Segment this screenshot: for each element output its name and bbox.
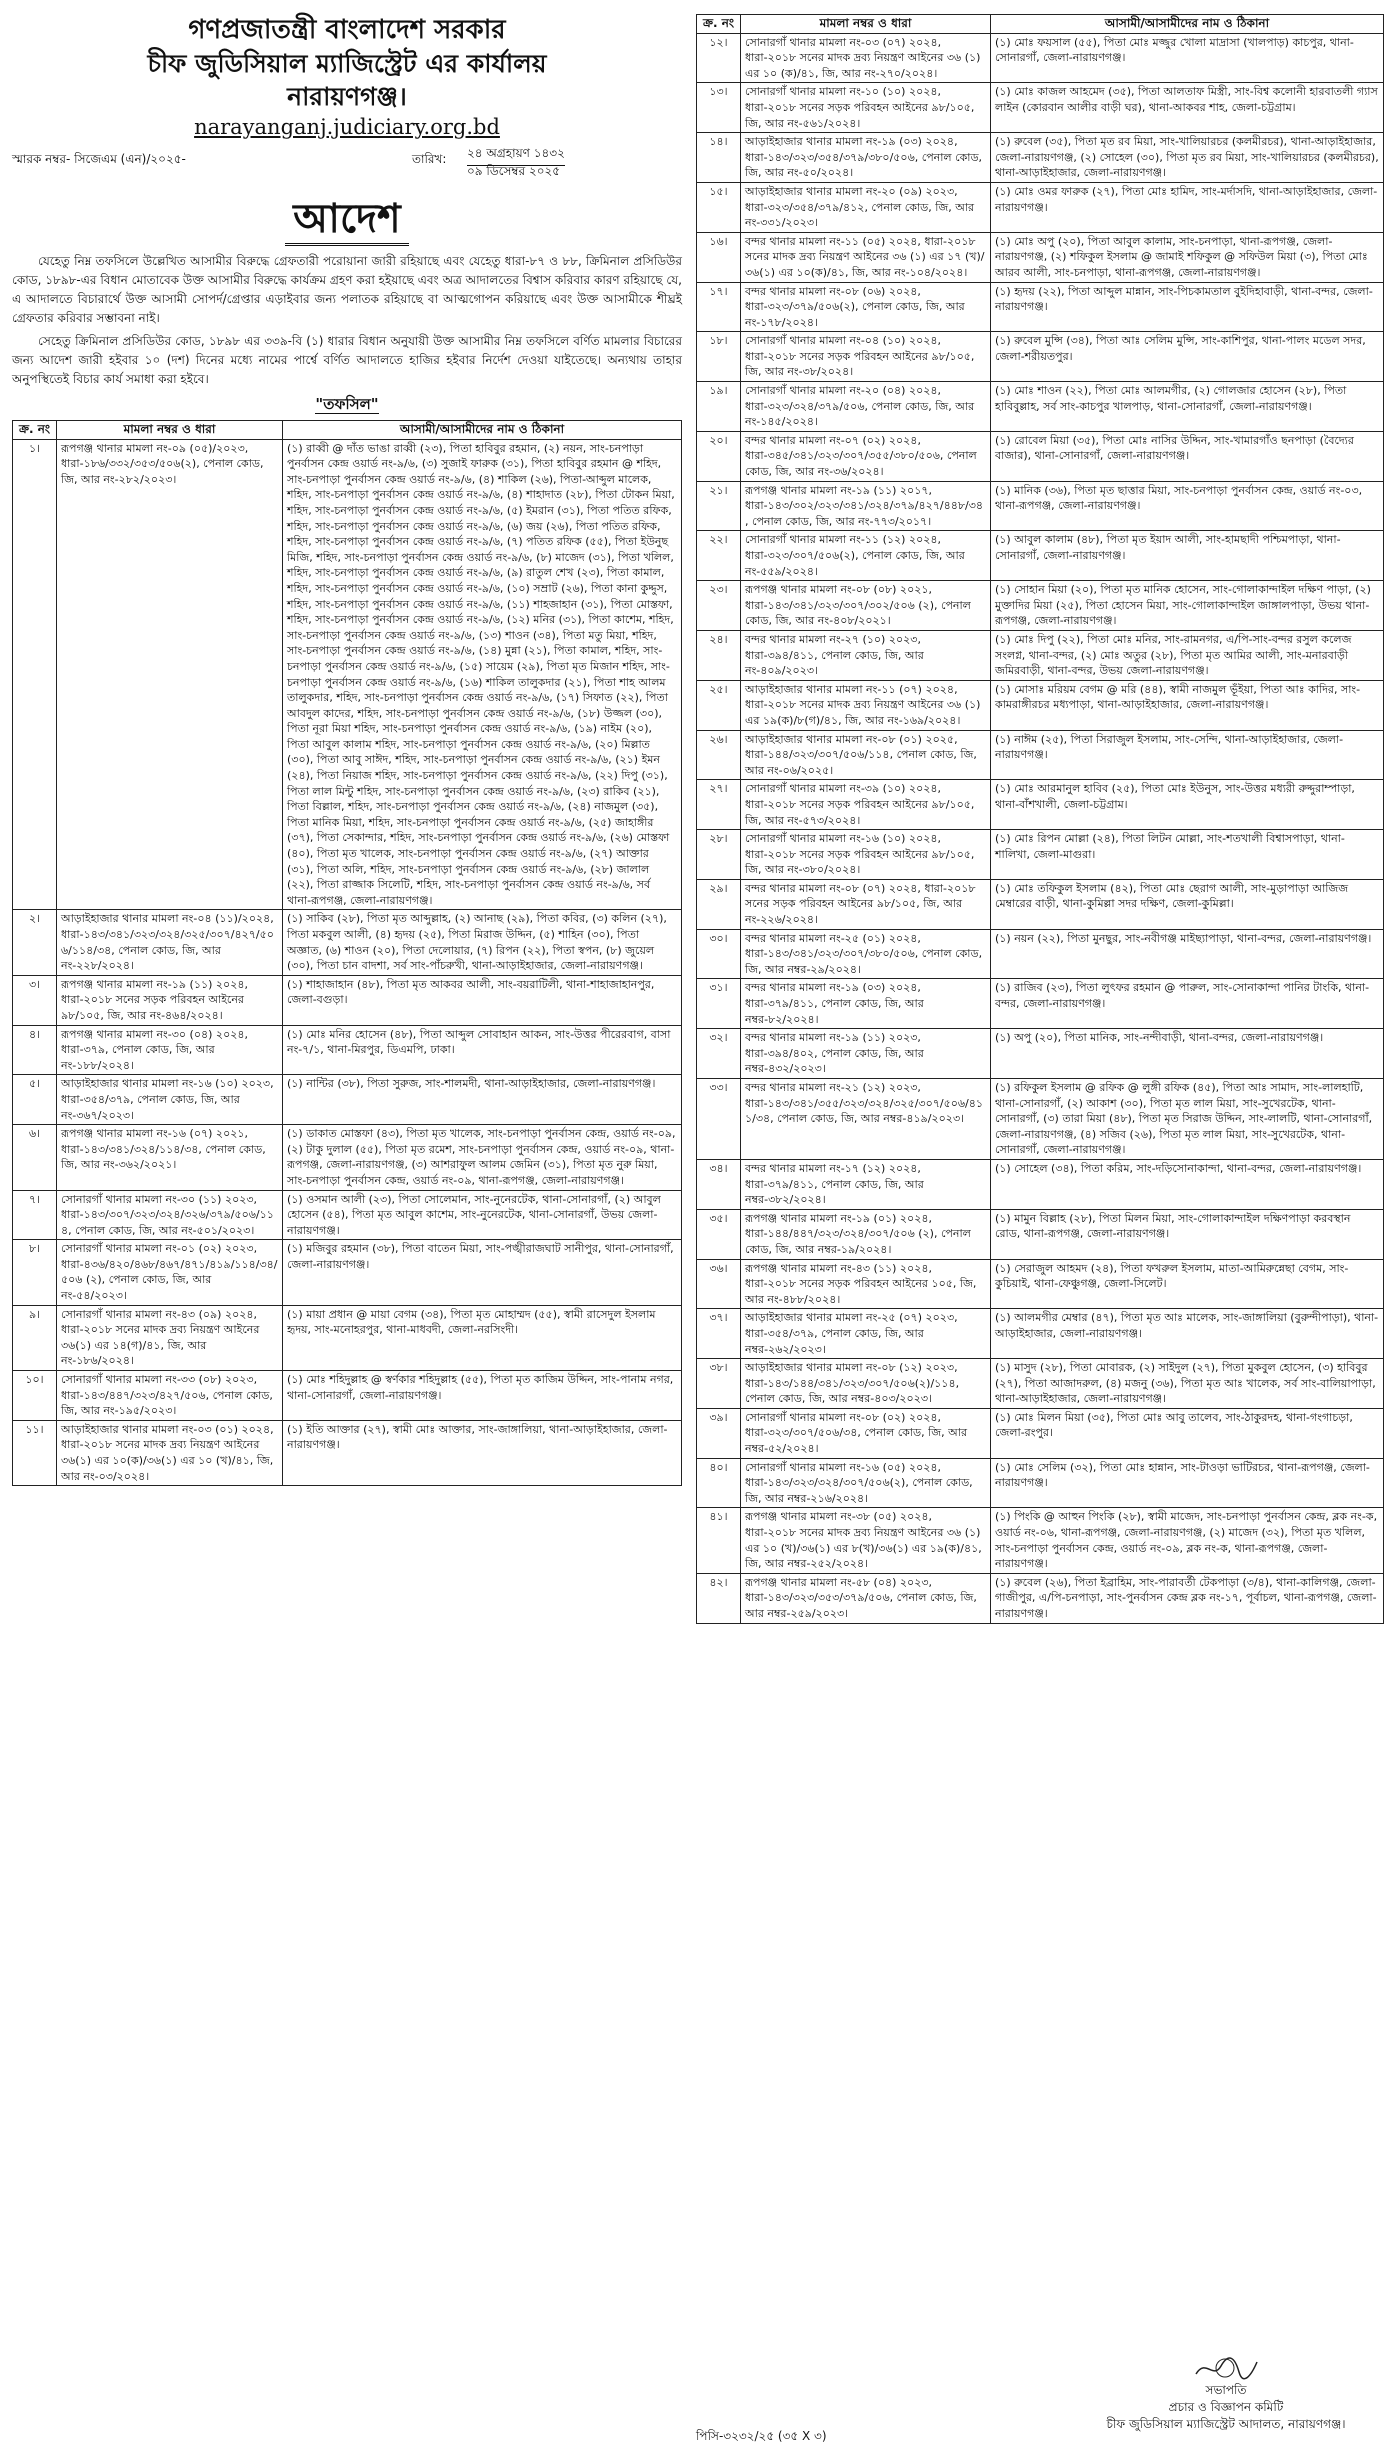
- serial-cell: ২৭।: [697, 780, 741, 830]
- serial-cell: ৪১।: [697, 1508, 741, 1573]
- table-row: [13, 1025, 682, 1075]
- accused-cell: (১) ডাকাত মোস্তফা (৪৩), পিতা মৃত খালেক, সাং-চনপাড়া পুনর্বাসন কেন্দ্র, ওয়ার্ড নং-০৯, (২) টাকু দুলাল (৫৫), পিতা মৃত রমেশ, সাং-চনপাড়া পুনর্বাসন কেন্দ্র, ওয়ার্ড নং-০৯, থানা-রূপগঞ্জ, জেলা-নারায়ণগঞ্জ, (৩) আশরাফুল আলম জেমিন (৩১), পিতা মৃত নুরু মিয়া, সাং-চনপাড়া পুনর্বাসন কেন্দ্র, ওয়ার্ড নং-০৯, থানা-রূপগঞ্জ, জেলা-নারায়ণগঞ্জ।: [283, 1125, 682, 1190]
- case-cell: সোনারগাঁ থানার মামলা নং-২০ (০৪) ২০২৪, ধারা-৩২৩/৩২৪/৩৭৯/৫০৬, পেনাল কোড, জি, আর নং-১৪৫/২০২৪।: [741, 382, 991, 432]
- case-cell: সোনারগাঁ থানার মামলা নং-১৬ (০৫) ২০২৪, ধারা-১৪৩/৩২৩/৩২৪/৩০৭/৫০৬(২), পেনাল কোড, জি, আর নম্বর-২১৬/২০২৪।: [741, 1458, 991, 1508]
- accused-cell: (১) সোহান মিয়া (২০), পিতা মৃত মানিক হোসেন, সাং-গোলাকান্দাইল দক্ষিণ পাড়া, (২) মুক্তাদির মিয়া (২৫), পিতা হোসেন মিয়া, সাং-গোলাকান্দাইল জাঙ্গালপাড়া, উভয় থানা-রূপগঞ্জ, জেলা-নারায়ণগঞ্জ।: [991, 581, 1384, 631]
- case-cell: আড়াইহাজার থানার মামলা নং-০৩ (০১) ২০২৪, ধারা-২০১৮ সনের মাদক দ্রব্য নিয়ন্ত্রণ আইনের ৩৬(১) এর ১০(ক)/৩৬(১) এর ১০ (খ)/৪১, জি, আর নং-০৩/২০২৪।: [57, 1420, 283, 1485]
- table-row: [13, 1240, 682, 1305]
- column-header-accused: আসামী/আসামীদের নাম ও ঠিকানা: [991, 15, 1384, 34]
- case-cell: বন্দর থানার মামলা নং-২৫ (০১) ২০২৪, ধারা-১৪৩/৩৪১/৩২৩/৩০৭/৩৮০/৫০৬, পেনাল কোড, জি, আর নম্বর-২৯/২০২৪।: [741, 929, 991, 979]
- serial-cell: ১৪।: [697, 133, 741, 183]
- case-cell: রূপগঞ্জ থানার মামলা নং-১৬ (০৭) ২০২১, ধারা-১৪৩/৩৪১/৩২৪/১১৪/৩৪, পেনাল কোড, জি, আর নং-৩৬২/২০২১।: [57, 1125, 283, 1190]
- accused-cell: (১) সোহেল (৩৪), পিতা করিম, সাং-দড়িসোনাকান্দা, থানা-বন্দর, জেলা-নারায়ণগঞ্জ।: [991, 1159, 1384, 1209]
- case-cell: সোনারগাঁ থানার মামলা নং-০১ (০২) ২০২৩, ধারা-৪৩৬/৪২০/৪৬৮/৪৬৭/৪৭১/৪১৯/১১৪/৩৪/৫০৬ (২), পেনাল কোড, জি, আর নং-৫৪/২০২৩।: [57, 1240, 283, 1305]
- serial-cell: ১৬।: [697, 232, 741, 282]
- serial-cell: ৩৩।: [697, 1079, 741, 1160]
- serial-cell: ১৭।: [697, 282, 741, 332]
- table-row: [697, 630, 1384, 680]
- table-row: [697, 1508, 1384, 1573]
- serial-cell: ৫।: [13, 1075, 57, 1125]
- accused-cell: (১) রফিকুল ইসলাম @ রফিক @ লুঙ্গী রফিক (৪৫), পিতা আঃ সামাদ, সাং-লালহাটি, থানা-সোনারগাঁ, (২) আকাশ (৩০), পিতা মৃত লাল মিয়া, সাং-সুখেরটেক, থানা-সোনারগাঁ, (৩) তারা মিয়া (৪৮), পিতা মৃত সিরাজ উদ্দিন, সাং-লালটি, থানা-সোনারগাঁ, জেলা-নারায়ণগঞ্জ, (৪) সজিব (২৬), পিতা মৃত লাল মিয়া, সাং-সুখেরটেক, থানা-সোনারগাঁ, জেলা-নারায়ণগঞ্জ।: [991, 1079, 1384, 1160]
- table-row: [13, 1420, 682, 1485]
- serial-cell: ৩২।: [697, 1029, 741, 1079]
- table-row: [697, 1309, 1384, 1359]
- accused-cell: (১) রুবেল (৩৫), পিতা মৃত রব মিয়া, সাং-খালিয়ারচর (কলমীরচর), থানা-আড়াইহাজার, জেলা-নারায়ণগঞ্জ, (২) সোহেল (৩০), পিতা মৃত রব মিয়া, সাং-খালিয়ারচর (কলমীরচর), থানা-আড়াইহাজার, জেলা-নারায়ণগঞ্জ।: [991, 133, 1384, 183]
- column-header-serial: ক্র. নং: [13, 421, 57, 440]
- table-row: [13, 1125, 682, 1190]
- accused-cell: (১) মোঃ তফিকুল ইসলাম (৪২), পিতা মোঃ ছেরাগ আলী, সাং-মুড়াপাড়া আজিজ মেম্বারের বাড়ী, থানা-কুমিল্লা সদর দক্ষিণ, জেলা-কুমিল্লা।: [991, 879, 1384, 929]
- schedule-heading: [12, 393, 682, 418]
- date-english: ০৯ ডিসেম্বর ২০২৫: [467, 164, 561, 178]
- table-row: [697, 282, 1384, 332]
- serial-cell: ৩৯।: [697, 1408, 741, 1458]
- accused-cell: (১) আবুল কালাম (৪৮), পিতা মৃত ইয়াদ আলী, সাং-হামছাদী পশ্চিমপাড়া, থানা-সোনারগাঁ, জেলা-নারায়ণগঞ্জ।: [991, 531, 1384, 581]
- memo-reference: স্মারক নম্বর- সিজেএম (এন)/২০২৫-: [12, 152, 186, 166]
- case-cell: বন্দর থানার মামলা নং-১৭ (১২) ২০২৪, ধারা-৩৭৯/৪১১, পেনাল কোড, জি, আর নম্বর-৩৮২/২০২৪।: [741, 1159, 991, 1209]
- accused-cell: (১) মোঃ মনির হোসেন (৪৮), পিতা আব্দুল সোবাহান আকন, সাং-উত্তর পীরেরবাগ, বাসা নং-৭/১, থানা-মিরপুর, ডিএমপি, ঢাকা।: [283, 1025, 682, 1075]
- pc-reference: পিসি-৩২৩২/২৫ (৩৫ X ৩): [696, 2429, 827, 2443]
- serial-cell: ৩০।: [697, 929, 741, 979]
- case-cell: সোনারগাঁ থানার মামলা নং-৩০ (১১) ২০২৩, ধারা-১৪৩/৩০৭/৩২৩/৩২৪/৩২৬/৩৭৯/৫০৬/১১৪, পেনাল কোড, জি, আর নং-৫০১/২০২৩।: [57, 1190, 283, 1240]
- table-row: [697, 1159, 1384, 1209]
- accused-cell: (১) রুবেল মুন্সি (৩৪), পিতা আঃ সেলিম মুন্সি, সাং-কাশিপুর, থানা-পালং মডেল সদর, জেলা-শরীয়তপুর।: [991, 332, 1384, 382]
- case-cell: রূপগঞ্জ থানার মামলা নং-১৯ (০১) ২০২৪, ধারা-১৪৪/৪৪৭/৩২৩/৩২৪/৩০৭/৫০৬ (২), পেনাল কোড, জি, আর নম্বর-১৯/২০২৪।: [741, 1209, 991, 1259]
- accused-cell: (১) মোঃ ফয়সাল (৫৫), পিতা মোঃ মজ্জুর খোলা মাদ্রাসা (খালপাড়) কাচপুর, থানা-সোনারগাঁ, জেলা-নারায়ণগঞ্জ।: [991, 33, 1384, 83]
- table-header-row: [13, 421, 682, 440]
- serial-cell: ৩৭।: [697, 1309, 741, 1359]
- serial-cell: ২৮।: [697, 830, 741, 880]
- table-row: [697, 481, 1384, 531]
- serial-cell: ৪০।: [697, 1458, 741, 1508]
- case-cell: বন্দর থানার মামলা নং-১১ (০৫) ২০২৪, ধারা-২০১৮ সনের মাদক দ্রব্য নিয়ন্ত্রণ আইনের ৩৬ (১) এর ১৭ (খ)/৩৬(১) এর ১০(ক)/৪১, জি, আর নং-১০৪/২০২৪।: [741, 232, 991, 282]
- serial-cell: ৬।: [13, 1125, 57, 1190]
- accused-cell: (১) রাজিব (২৩), পিতা লুৎফর রহমান @ পারুল, সাং-সোনাকান্দা পানির টাংকি, থানা-বন্দর, জেলা-নারায়ণগঞ্জ।: [991, 979, 1384, 1029]
- serial-cell: ১১।: [13, 1420, 57, 1485]
- date-label: তারিখ:: [412, 152, 447, 166]
- case-cell: রূপগঞ্জ থানার মামলা নং-৫৮ (০৪) ২০২৩, ধারা-১৪৩/৩২৩/৩৫৩/৩৭৯/৫০৬, পেনাল কোড, জি, আর নম্বর-২৫৯/২০২৩।: [741, 1573, 991, 1623]
- table-row: [697, 879, 1384, 929]
- case-cell: বন্দর থানার মামলা নং-০৭ (০২) ২০২৪, ধারা-৩৪৫/৩৪১/৩২৩/৩০৭/৩৫৫/৩৮০/৫০৬, পেনাল কোড, জি, আর নং-৩৬/২০২৪।: [741, 431, 991, 481]
- accused-cell: (১) রোবেল মিয়া (৩৫), পিতা মোঃ নাসির উদ্দিন, সাং-খামারগাঁও ছনপাড়া (বৈদ্যের বাজার), থানা-সোনারগাঁ, জেলা-নারায়ণগঞ্জ।: [991, 431, 1384, 481]
- website-link[interactable]: narayanganj.judiciary.org.bd: [194, 115, 500, 139]
- case-cell: সোনারগাঁ থানার মামলা নং-৩৩ (০৮) ২০২৩, ধারা-১৪৩/৪৪৭/৩২৩/৪২৭/৫০৬, পেনাল কোড, জি, আর নং-১৯৫/২০২৩।: [57, 1371, 283, 1421]
- table-row: [697, 382, 1384, 432]
- table-row: [697, 1359, 1384, 1409]
- serial-cell: ৮।: [13, 1240, 57, 1305]
- case-cell: বন্দর থানার মামলা নং-২১ (১২) ২০২৩, ধারা-১৪৩/৩৪১/৩৫৫/৩২৩/৩২৪/৩২৫/৩০৭/৫০৬/৪১১/৩৪, পেনাল কোড, জি, আর নম্বর-৪১৯/২০২৩।: [741, 1079, 991, 1160]
- signatory-role: সভাপতি: [1205, 2383, 1247, 2397]
- case-cell: সোনারগাঁ থানার মামলা নং-০৩ (০৭) ২০২৪, ধারা-২০১৮ সনের মাদক দ্রব্য নিয়ন্ত্রণ আইনের ৩৬ (১) এর ১০ (ক)/৪১, জি, আর নং-২৭০/২০২৪।: [741, 33, 991, 83]
- accused-cell: (১) মোঃ সেলিম (৩২), পিতা মোঃ হান্নান, সাং-টাওড়া ভাটিরচর, থানা-রূপগঞ্জ, জেলা-নারায়ণগঞ্জ।: [991, 1458, 1384, 1508]
- serial-cell: ২২।: [697, 531, 741, 581]
- accused-cell: (১) মোঃ শাওন (২২), পিতা মোঃ আলমগীর, (২) গোলজার হোসেন (২৮), পিতা হাবিবুল্লাহ, সর্ব সাং-কাচপুর খালপাড়, থানা-সোনারগাঁ, জেলা-নারায়ণগঞ্জ।: [991, 382, 1384, 432]
- accused-cell: (১) অপু (২০), পিতা মানিক, সাং-নন্দীবাড়ী, থানা-বন্দর, জেলা-নারায়ণগঞ্জ।: [991, 1029, 1384, 1079]
- memo-line: [12, 145, 682, 189]
- case-cell: আড়াইহাজার থানার মামলা নং-১৯ (০৩) ২০২৪, ধারা-১৪৩/৩২৩/৩৫৪/৩৭৯/৩৮০/৫০৬, পেনাল কোড, জি, আর নং-৫০/২০২৪।: [741, 133, 991, 183]
- government-name: গণপ্রজাতন্ত্রী বাংলাদেশ সরকার: [188, 15, 506, 45]
- body-paragraph-1: যেহেতু নিম্ন তফসিলে উল্লেখিত আসামীর বিরুদ্ধে গ্রেফতারী পরোয়ানা জারী রহিয়াছে এবং যেহেতু ধারা-৮৭ ও ৮৮, ক্রিমিনাল প্রসিডিউর কোড, ১৮৯৮-এর বিধান মোতাবেক উক্ত আসামীর বিরুদ্ধে কার্যক্রম গ্রহণ করা হইয়াছে এবং অত্র আদালতের বিশ্বাস করিবার কারণ রহিয়াছে যে, এ আদালতে বিচারার্থে উক্ত আসামী সোপর্দ/গ্রেপ্তার এড়াইবার জন্য পলাতক রহিয়াছে বা আত্মগোপন করিয়াছে এবং উক্ত আসামীকে শীঘ্রই গ্রেফতার করিবার সম্ভাবনা নাই।: [12, 254, 682, 325]
- table-row: [697, 929, 1384, 979]
- table-row: [13, 910, 682, 975]
- case-cell: রূপগঞ্জ থানার মামলা নং-৩৮ (০৫) ২০২৪, ধারা-২০১৮ সনের মাদক দ্রব্য নিয়ন্ত্রণ আইনের ৩৬ (১) এর ১০ (খ)/৩৬(১) এর ৮(খ)/৩৬(১) এর ১৯(ক)/৪১, জি, আর নম্বর-২৫২/২০২৪।: [741, 1508, 991, 1573]
- serial-cell: ৩১।: [697, 979, 741, 1029]
- table-row: [13, 1371, 682, 1421]
- right-column: [696, 14, 1384, 2450]
- accused-cell: (১) মায়া প্রধান @ মায়া বেগম (৩৪), পিতা মৃত মোহাম্মদ (৫৫), স্বামী রাসেদুল ইসলাম হৃদয়, সাং-মনোহরপুর, থানা-মাধবদী, জেলা-নরসিংদী।: [283, 1305, 682, 1370]
- case-cell: রূপগঞ্জ থানার মামলা নং-৪৩ (১১) ২০২৪, ধারা-২০১৮ সনের সড়ক পরিবহন আইনের ১০৫, জি, আর নং-৪৮৮/২০২৪।: [741, 1259, 991, 1309]
- table-row: [697, 581, 1384, 631]
- serial-cell: ৭।: [13, 1190, 57, 1240]
- date-bangla: ২৪ অগ্রহায়ণ ১৪৩২: [467, 145, 565, 166]
- table-row: [697, 979, 1384, 1029]
- left-column: [12, 14, 682, 1486]
- serial-cell: ২১।: [697, 481, 741, 531]
- accused-cell: (১) সাকিব (২৮), পিতা মৃত আব্দুল্লাহ, (২) আনাছ (২৯), পিতা কবির, (৩) কলিন (২৭), পিতা মকবুল আলী, (৪) হৃদয় (২৫), পিতা মিরাজ উদ্দিন, (৫) শাহিন (৩০), পিতা অজ্ঞাত, (৬) শাওন (২০), পিতা দেলোয়ার, (৭) রিপন (২২), পিতা স্বপন, (৮) জুয়েল (৩০), পিতা চান বাদশা, সর্ব সাং-পাঁচরুখী, থানা-আড়াইহাজার, জেলা-নারায়ণগঞ্জ।: [283, 910, 682, 975]
- column-header-case: মামলা নম্বর ও ধারা: [741, 15, 991, 34]
- office-footer: চীফ জুডিসিয়াল ম্যাজিস্ট্রেট আদালত, নারায়ণগঞ্জ।: [1106, 2417, 1346, 2431]
- table-row: [697, 133, 1384, 183]
- accused-cell: (১) মোসাঃ মরিয়ম বেগম @ মরি (৪৪), স্বামী নাজমুল ভূঁইয়া, পিতা আঃ কাদির, সাং-কামরাঙ্গীরচর মধ্যপাড়া, থানা-আড়াইহাজার, জেলা-নারায়ণগঞ্জ।: [991, 680, 1384, 730]
- case-cell: বন্দর থানার মামলা নং-১৯ (১১) ২০২৩, ধারা-৩৯৪/৪০২, পেনাল কোড, জি, আর নম্বর-৪৩২/২০২৩।: [741, 1029, 991, 1079]
- case-cell: বন্দর থানার মামলা নং-২৭ (১০) ২০২৩, ধারা-৩৯৪/৪১১, পেনাল কোড, জি, আর নং-৪০৯/২০২৩।: [741, 630, 991, 680]
- case-cell: আড়াইহাজার থানার মামলা নং-০৮ (০১) ২০২৫, ধারা-১৪৪/৩২৩/৩০৭/৫০৬/১১৪, পেনাল কোড, জি, আর নং-০৬/২০২৫।: [741, 730, 991, 780]
- accused-cell: (১) মোঃ দিপু (২২), পিতা মোঃ মনির, সাং-রামনগর, এ/পি-সাং-বন্দর রসুল কলেজ সংলগ্ন, থানা-বন্দর, (২) মোঃ অতুর (২৮), পিতা মৃত আমির আলী, সাং-মনারবাড়ী জমিরবাড়ী, থানা-বন্দর, উভয় জেলা-নারায়ণগঞ্জ।: [991, 630, 1384, 680]
- accused-cell: (১) সেরাজুল আহমদ (২৪), পিতা ফখরুল ইসলাম, মাতা-আমিরুন্নেছা বেগম, সাং-কুচিয়াই, থানা-ফেঞ্চুগঞ্জ, জেলা-সিলেট।: [991, 1259, 1384, 1309]
- case-cell: সোনারগাঁ থানার মামলা নং-০৮ (০২) ২০২৪, ধারা-৩২৩/৩০৭/৫০৬/৩৪, পেনাল কোড, জি, আর নম্বর-৫২/২০২৪।: [741, 1408, 991, 1458]
- table-row: [697, 1209, 1384, 1259]
- accused-cell: (১) রুবেল (২৬), পিতা ইব্রাহিম, সাং-পারাবর্তী টেকপাড়া (৩/৪), থানা-কালিগঞ্জ, জেলা-গাজীপুর, এ/পি-চনপাড়া, সাং-পুনর্বাসন কেন্দ্র ব্লক নং-১৭, পূর্বাচল, থানা-রূপগঞ্জ, জেলা-নারায়ণগঞ্জ।: [991, 1573, 1384, 1623]
- accused-cell: (১) মোঃ কাজল আহমেদ (৩৫), পিতা আলতাফ মিস্ত্রী, সাং-বিশ্ব কলোনী হারবাতলী গ্যাস লাইন (কোরবান আলীর বাড়ী ঘর), থানা-আকবর শাহ, জেলা-চট্টগ্রাম।: [991, 83, 1384, 133]
- case-cell: রূপগঞ্জ থানার মামলা নং-১৯ (১১) ২০২৪, ধারা-২০১৮ সনের সড়ক পরিবহন আইনের ৯৮/১০৫, জি, আর নং-৪৬৪/২০২৪।: [57, 975, 283, 1025]
- case-cell: আড়াইহাজার থানার মামলা নং-১১ (০৭) ২০২৪, ধারা-২০১৮ সনের মাদক দ্রব্য নিয়ন্ত্রণ আইনের ৩৬ (১) এর ১৯(ক)/৮(গ)/৪১, জি, আর নং-১৬৯/২০২৪।: [741, 680, 991, 730]
- office-location: নারায়ণগঞ্জ।: [287, 82, 407, 111]
- accused-cell: (১) মোঃ রিপন মোল্লা (২৪), পিতা লিটন মোল্লা, সাং-শতখালী বিশ্বাসপাড়া, থানা-শালিখা, জেলা-মাগুরা।: [991, 830, 1384, 880]
- serial-cell: ২৯।: [697, 879, 741, 929]
- accused-cell: (১) মোঃ আরমানুল হাবিব (২৫), পিতা মোঃ ইউনুস, সাং-উত্তর মধ্যরী রুদ্দুরাম্পাড়া, থানা-বাঁশখালী, জেলা-চট্টগ্রাম।: [991, 780, 1384, 830]
- serial-cell: ২৫।: [697, 680, 741, 730]
- table-row: [697, 1573, 1384, 1623]
- serial-cell: ১৮।: [697, 332, 741, 382]
- case-cell: রূপগঞ্জ থানার মামলা নং-০৯ (০৫)/২০২৩, ধারা-১৮৬/৩৩২/৩৫৩/৫০৬(২), পেনাল কোড, জি, আর নং-২৮২/২০২৩।: [57, 439, 283, 910]
- accused-cell: (১) আলমগীর মেম্বার (৪৭), পিতা মৃত আঃ মালেক, সাং-জাঙ্গালিয়া (বুরুন্দীপাড়া), থানা-আড়াইহাজার, জেলা-নারায়ণগঞ্জ।: [991, 1309, 1384, 1359]
- signatory: [1076, 2354, 1376, 2433]
- accused-cell: (১) মানিক (৩৬), পিতা মৃত ছাত্তার মিয়া, সাং-চনপাড়া পুনর্বাসন কেন্দ্র, ওয়ার্ড নং-০৩, থানা-রূপগঞ্জ, জেলা-নারায়ণগঞ্জ।: [991, 481, 1384, 531]
- table-row: [697, 232, 1384, 282]
- serial-cell: ২।: [13, 910, 57, 975]
- accused-cell: (১) পিংকি @ আহুন পিংকি (২৮), স্বামী মাজেদ, সাং-চনপাড়া পুনর্বাসন কেন্দ্র, ব্লক নং-ক, ওয়ার্ড নং-০৬, থানা-রূপগঞ্জ, জেলা-নারায়ণগঞ্জ, (২) মাজেদ (৩২), পিতা মৃত খলিল, সাং-চনপাড়া পুনর্বাসন কেন্দ্র, ওয়ার্ড নং-০৯, ব্লক নং-ক, থানা-রূপগঞ্জ, জেলা-নারায়ণগঞ্জ।: [991, 1508, 1384, 1573]
- accused-cell: (১) মোঃ শহিদুল্লাহ @ স্বর্ণকার শহিদুল্লাহ (৫৫), পিতা মৃত কাজিম উদ্দিন, সাং-পানাম নগর, থানা-সোনারগাঁ, জেলা-নারায়ণগঞ্জ।: [283, 1371, 682, 1421]
- serial-cell: ১৫।: [697, 182, 741, 232]
- case-cell: সোনারগাঁ থানার মামলা নং-৪৩ (০৯) ২০২৪, ধারা-২০১৮ সনের মাদক দ্রব্য নিয়ন্ত্রণ আইনের ৩৬(১) এর ১৪(গ)/৪১, জি, আর নং-১৮৬/২০২৪।: [57, 1305, 283, 1370]
- serial-cell: ৩৪।: [697, 1159, 741, 1209]
- serial-cell: ৪২।: [697, 1573, 741, 1623]
- serial-cell: ১৩।: [697, 83, 741, 133]
- table-row: [697, 431, 1384, 481]
- schedule-title: "তফসিল": [315, 395, 379, 413]
- case-cell: রূপগঞ্জ থানার মামলা নং-৩০ (০৪) ২০২৪, ধারা-৩৭৯, পেনাল কোড, জি, আর নং-১৮৮/২০২৪।: [57, 1025, 283, 1075]
- table-row: [13, 1075, 682, 1125]
- signature-block: [696, 2354, 1384, 2450]
- accused-cell: (১) হৃদয় (২২), পিতা আব্দুল মান্নান, সাং-পিচকামতাল বুইদিহাবাড়ী, থানা-বন্দর, জেলা-নারায়ণগঞ্জ।: [991, 282, 1384, 332]
- table-row: [697, 332, 1384, 382]
- table-row: [697, 1259, 1384, 1309]
- table-row: [697, 730, 1384, 780]
- case-cell: আড়াইহাজার থানার মামলা নং-২৫ (০৭) ২০২৩, ধারা-৩৫৪/৩৭৯, পেনাল কোড, জি, আর নম্বর-২৬২/২০২৩।: [741, 1309, 991, 1359]
- case-cell: বন্দর থানার মামলা নং-০৮ (০৬) ২০২৪, ধারা-৩২৩/৩৭৯/৫০৬(২), পেনাল কোড, জি, আর নং-১৭৮/২০২৪।: [741, 282, 991, 332]
- serial-cell: ২৩।: [697, 581, 741, 631]
- accused-cell: (১) নয়ন (২২), পিতা মুনছুর, সাং-নবীগঞ্জ মাইছ্যাপাড়া, থানা-বন্দর, জেলা-নারায়ণগঞ্জ।: [991, 929, 1384, 979]
- serial-cell: ৩৮।: [697, 1359, 741, 1409]
- case-cell: বন্দর থানার মামলা নং-১৯ (০৩) ২০২৪, ধারা-৩৭৯/৪১১, পেনাল কোড, জি, আর নম্বর-৮২/২০২৪।: [741, 979, 991, 1029]
- case-cell: সোনারগাঁ থানার মামলা নং-০৪ (১০) ২০২৪, ধারা-২০১৮ সনের সড়ক পরিবহন আইনের ৯৮/১০৫, জি, আর নং-৩৮/২০২৪।: [741, 332, 991, 382]
- case-cell: রূপগঞ্জ থানার মামলা নং-০৮ (০৮) ২০২১, ধারা-১৪৩/৩৪১/৩২৩/৩০৭/৩০২/৫০৬ (২), পেনাল কোড, জি, আর নং-৪০৮/২০২১।: [741, 581, 991, 631]
- accused-cell: (১) ওসমান আলী (২৩), পিতা সোলেমান, সাং-নুনেরটেক, থানা-সোনারগাঁ, (২) আবুল হোসেন (৫৪), পিতা মৃত আবুল কাশেম, সাং-নুনেরটেক, থানা-সোনারগাঁ, উভয় জেলা-নারায়ণগঞ্জ।: [283, 1190, 682, 1240]
- table-row: [697, 780, 1384, 830]
- table-row: [697, 182, 1384, 232]
- case-cell: বন্দর থানার মামলা নং-০৮ (০৭) ২০২৪, ধারা-২০১৮ সনের সড়ক পরিবহন আইনের ৯৮/১০৫, জি, আর নং-২২৬/২০২৪।: [741, 879, 991, 929]
- table-row: [13, 975, 682, 1025]
- column-header-case: মামলা নম্বর ও ধারা: [57, 421, 283, 440]
- table-row: [697, 1079, 1384, 1160]
- serial-cell: ২০।: [697, 431, 741, 481]
- committee-name: প্রচার ও বিজ্ঞাপন কমিটি: [1168, 2400, 1284, 2414]
- accused-cell: (১) নাঈম (২৫), পিতা সিরাজুল ইসলাম, সাং-সেন্দি, থানা-আড়াইহাজার, জেলা-নারায়ণগঞ্জ।: [991, 730, 1384, 780]
- accused-cell: (১) রাব্বী @ দাঁত ভাঙা রাব্বী (২৩), পিতা হাবিবুর রহমান, (২) নয়ন, সাং-চনপাড়া পুনর্বাসন কেন্দ্র ওয়ার্ড নং-৯/৬, (৩) সুজাই ফারুক (৩১), পিতা হাবিবুর রহমান @ শহিদ, সাং-চনপাড়া পুনর্বাসন কেন্দ্র ওয়ার্ড নং-৯/৬, (৪) শাকিল (২৬), পিতা-আব্দুল মালেক, শহিদ, সাং-চনপাড়া পুনর্বাসন কেন্দ্র ওয়ার্ড নং-৯/৬, (৪) শাহাদাত (২৮), পিতা টোকন মিয়া, শহিদ, সাং-চনপাড়া পুনর্বাসন কেন্দ্র ওয়ার্ড নং-৯/৬, (৫) ইমরান (৩১), পিতা পতিত রফিক, শহিদ, সাং-চনপাড়া পুনর্বাসন কেন্দ্র ওয়ার্ড নং-৯/৬, (৬) জয় (২৬), পিতা পতিত রফিক, শহিদ, সাং-চনপাড়া পুনর্বাসন কেন্দ্র ওয়ার্ড নং-৯/৬, (৭) পতিত রফিক (৫৫), পিতা ইউনুছ মিজি, শহিদ, সাং-চনপাড়া পুনর্বাসন কেন্দ্র ওয়ার্ড নং-৯/৬, (৮) মাজেদ (৩১), পিতা খলিল, শহিদ, সাং-চনপাড়া পুনর্বাসন কেন্দ্র ওয়ার্ড নং-৯/৬, (৯) রাতুল শেখ (২৩), পিতা কামাল, শহিদ, সাং-চনপাড়া পুনর্বাসন কেন্দ্র ওয়ার্ড নং-৯/৬, (১০) সম্রাট (২৬), পিতা কানা কুদ্দুস, শহিদ, সাং-চনপাড়া পুনর্বাসন কেন্দ্র ওয়ার্ড নং-৯/৬, (১১) শাহজাহান (৩১), পিতা মোস্তফা, শহিদ, সাং-চনপাড়া পুনর্বাসন কেন্দ্র ওয়ার্ড নং-৯/৬, (১২) মনির (৩১), পিতা কাশেম, শহিদ, সাং-চনপাড়া পুনর্বাসন কেন্দ্র ওয়ার্ড নং-৯/৬, (১৩) শাওন (৩৪), পিতা মতু মিয়া, শহিদ, সাং-চনপাড়া পুনর্বাসন কেন্দ্র ওয়ার্ড নং-৯/৬, (১৪) মুন্না (২১), পিতা কামাল, শহিদ, সাং-চনপাড়া পুনর্বাসন কেন্দ্র ওয়ার্ড নং-৯/৬, (১৫) সায়েম (২৯), পিতা মৃত মিজান শহিদ, সাং-চনপাড়া পুনর্বাসন কেন্দ্র ওয়ার্ড নং-৯/৬, (১৬) শাকিল তালুকদার (২১), পিতা শাহ আলম তালুকদার, শহিদ, সাং-চনপাড়া পুনর্বাসন কেন্দ্র ওয়ার্ড নং-৯/৬, (১৭) সিফাত (২২), পিতা আবদুল কাদের, শহিদ, সাং-চনপাড়া পুনর্বাসন কেন্দ্র ওয়ার্ড নং-৯/৬, (১৮) উজ্জল (৩০), পিতা নূরা মিয়া শহিদ, সাং-চনপাড়া পুনর্বাসন কেন্দ্র ওয়ার্ড নং-৯/৬, (১৯) নাইম (২০), পিতা আবুল কালাম শহিদ, সাং-চনপাড়া পুনর্বাসন কেন্দ্র ওয়ার্ড নং-৯/৬, (২০) মিল্লাত (৩০), পিতা আবু সাঈদ, শহিদ, সাং-চনপাড়া পুনর্বাসন কেন্দ্র ওয়ার্ড নং-৯/৬, (২১) ইমন (২৪), পিতা নিয়াজ শহিদ, সাং-চনপাড়া পুনর্বাসন কেন্দ্র ওয়ার্ড নং-৯/৬, (২২) দিপু (৩১), পিতা লাল মিন্টু শহিদ, সাং-চনপাড়া পুনর্বাসন কেন্দ্র ওয়ার্ড নং-৯/৬, (২৩) রাকিব (২১), পিতা বিল্লাল, শহিদ, সাং-চনপাড়া পুনর্বাসন কেন্দ্র ওয়ার্ড নং-৯/৬, (২৪) নাজমুল (৩৫), পিতা মানিক মিয়া, শহিদ, সাং-চনপাড়া পুনর্বাসন কেন্দ্র ওয়ার্ড নং-৯/৬, (২৫) জাহাঙ্গীর (৩৭), পিতা সেকান্দার, শহিদ, সাং-চনপাড়া পুনর্বাসন কেন্দ্র ওয়ার্ড নং-৯/৬, (২৬) মোস্তফা (৪০), পিতা মৃত খালেক, সাং-চনপাড়া পুনর্বাসন কেন্দ্র ওয়ার্ড নং-৯/৬, (২৭) আক্তার (৩১), পিতা অলি, শহিদ, সাং-চনপাড়া পুনর্বাসন কেন্দ্র ওয়ার্ড নং-৯/৬, (২৮) জালাল (২২), পিতা রাজ্জাক সিলেটি, শহিদ, সাং-চনপাড়া পুনর্বাসন কেন্দ্র ওয়ার্ড নং-৯/৬, সর্ব থানা-রূপগঞ্জ, জেলা-নারায়ণগঞ্জ।: [283, 439, 682, 910]
- table-row: [697, 1408, 1384, 1458]
- case-cell: আড়াইহাজার থানার মামলা নং-০৪ (১১)/২০২৪, ধারা-১৪৩/৩৪১/৩২৩/৩২৪/৩২৫/৩০৭/৪২৭/৫০৬/১১৪/৩৪, পেনাল কোড, জি, আর নং-২২৮/২০২৪।: [57, 910, 283, 975]
- column-header-accused: আসামী/আসামীদের নাম ও ঠিকানা: [283, 421, 682, 440]
- table-row: [13, 1190, 682, 1240]
- case-cell: রূপগঞ্জ থানার মামলা নং-১৯ (১১) ২০১৭, ধারা-১৪৩/৩০২/৩২৩/৩৪১/৩২৪/৩৭৯/৪২৭/৪৪৮/৩৪, পেনাল কোড, জি, আর নং-৭৭৩/২০১৭।: [741, 481, 991, 531]
- table-row: [13, 1305, 682, 1370]
- case-cell: সোনারগাঁ থানার মামলা নং-৩৯ (১০) ২০২৪, ধারা-২০১৮ সনের সড়ক পরিবহন আইনের ৯৮/১০৫, জি, আর নং-৫৭৩/২০২৪।: [741, 780, 991, 830]
- order-title-wrap: [12, 195, 682, 246]
- serial-cell: ১২।: [697, 33, 741, 83]
- case-cell: আড়াইহাজার থানার মামলা নং-২০ (০৯) ২০২৩, ধারা-৩২৩/৩৫৪/৩৭৯/৪১২, পেনাল কোড, জি, আর নং-৩৩১/২০২৩।: [741, 182, 991, 232]
- accused-cell: (১) ইতি আক্তার (২৭), স্বামী মোঃ আক্তার, সাং-জাঙ্গালিয়া, থানা-আড়াইহাজার, জেলা-নারায়ণগঞ্জ।: [283, 1420, 682, 1485]
- serial-cell: ৯।: [13, 1305, 57, 1370]
- serial-cell: ২৪।: [697, 630, 741, 680]
- table-row: [697, 33, 1384, 83]
- accused-cell: (১) মাসুদ (২৮), পিতা মোবারক, (২) সাইদুল (২৭), পিতা মুকবুল হোসেন, (৩) হাবিবুর (২৭), পিতা আজাদরুল, (৪) মজনু (৩৬), পিতা মৃত আঃ খালেক, সর্ব সাং-বালিয়াপাড়া, থানা-আড়াইহাজার, জেলা-নারায়ণগঞ্জ।: [991, 1359, 1384, 1409]
- table-row: [697, 1029, 1384, 1079]
- accused-cell: (১) মোঃ অপু (২০), পিতা আবুল কালাম, সাং-চনপাড়া, থানা-রূপগঞ্জ, জেলা-নারায়ণগঞ্জ, (২) শফিকুল ইসলাম @ জামাই শফিকুল @ সফিউল মিয়া (৩), পিতা মোঃ আরব আলী, সাং-চনপাড়া, থানা-রূপগঞ্জ, জেলা-নারায়ণগঞ্জ।: [991, 232, 1384, 282]
- table-row: [13, 439, 682, 910]
- serial-cell: ৩।: [13, 975, 57, 1025]
- accused-cell: (১) নান্টির (৩৮), পিতা সুরুজ, সাং-শালমদী, থানা-আড়াইহাজার, জেলা-নারায়ণগঞ্জ।: [283, 1075, 682, 1125]
- schedule-table-left: [12, 420, 682, 1486]
- case-cell: আড়াইহাজার থানার মামলা নং-০৮ (১২) ২০২৩, ধারা-১৪৩/১৪৪/৩৪১/৩২৩/৩০৭/৫০৬(২)/১১৪, পেনাল কোড, জি, আর নম্বর-৪০৩/২০২৩।: [741, 1359, 991, 1409]
- case-cell: সোনারগাঁ থানার মামলা নং-১১ (১২) ২০২৪, ধারা-৩২৩/৩০৭/৫০৬(২), পেনাল কোড, জি, আর নং-৫৫৯/২০২৪।: [741, 531, 991, 581]
- serial-cell: ১।: [13, 439, 57, 910]
- table-header-row: [697, 15, 1384, 34]
- schedule-table-right: [696, 14, 1384, 1624]
- accused-cell: (১) মামুন বিল্লাহ (২৮), পিতা মিলন মিয়া, সাং-গোলাকান্দাইল দক্ষিণপাড়া করবস্থান রোড, থানা-রূপগঞ্জ, জেলা-নারায়ণগঞ্জ।: [991, 1209, 1384, 1259]
- serial-cell: ২৬।: [697, 730, 741, 780]
- accused-cell: (১) শাহাজাহান (৪৮), পিতা মৃত আকবর আলী, সাং-বয়রাটিলী, থানা-শাহাজাহানপুর, জেলা-বগুড়া।: [283, 975, 682, 1025]
- body-paragraph-2: সেহেতু ক্রিমিনাল প্রসিডিউর কোড, ১৮৯৮ এর ৩৩৯-বি (১) ধারার বিধান অনুযায়ী উক্ত আসামীর নিম্ন তফসিলে বর্ণিত মামলার বিচারের জন্য আদেশ জারী হইবার ১০ (দশ) দিনের মধ্যে নামের পার্শ্বে বর্ণিত আদালতে হাজির হইবার নির্দেশ দেওয়া যাইতেছে। অন্যথায় তাহার অনুপস্থিতেই বিচার কার্য সমাধা করা হইবে।: [12, 334, 682, 386]
- case-cell: সোনারগাঁ থানার মামলা নং-১০ (১০) ২০২৪, ধারা-২০১৮ সনের সড়ক পরিবহন আইনের ৯৮/১০৫, জি, আর নং-৫৬১/২০২৪।: [741, 83, 991, 133]
- accused-cell: (১) মজিবুর রহমান (৩৮), পিতা বাতেন মিয়া, সাং-পঙ্খীরাজঘাট সানীপুর, থানা-সোনারগাঁ, জেলা-নারায়ণগঞ্জ।: [283, 1240, 682, 1305]
- table-row: [697, 830, 1384, 880]
- case-cell: সোনারগাঁ থানার মামলা নং-১৬ (১০) ২০২৪, ধারা-২০১৮ সনের সড়ক পরিবহন আইনের ৯৮/১০৫, জি, আর নং-৩৮০/২০২৪।: [741, 830, 991, 880]
- office-name: চীফ জুডিসিয়াল ম্যাজিস্ট্রেট এর কার্যালয়: [147, 49, 547, 78]
- serial-cell: ৪।: [13, 1025, 57, 1075]
- serial-cell: ৩৫।: [697, 1209, 741, 1259]
- order-title: আদেশ: [285, 195, 408, 246]
- column-header-serial: ক্র. নং: [697, 15, 741, 34]
- letterhead: [12, 14, 682, 141]
- accused-cell: (১) মোঃ মিলন মিয়া (৩৫), পিতা মোঃ আবু তালেব, সাং-ঠাকুরদহ, থানা-গংগাচড়া, জেলা-রংপুর।: [991, 1408, 1384, 1458]
- serial-cell: ৩৬।: [697, 1259, 741, 1309]
- signature-mark: [1191, 2354, 1261, 2382]
- table-row: [697, 531, 1384, 581]
- table-row: [697, 83, 1384, 133]
- serial-cell: ১৯।: [697, 382, 741, 432]
- case-cell: আড়াইহাজার থানার মামলা নং-১৬ (১০) ২০২৩, ধারা-৩৫৪/৩৭৯, পেনাল কোড, জি, আর নং-৩৬৭/২০২৩।: [57, 1075, 283, 1125]
- table-row: [697, 1458, 1384, 1508]
- accused-cell: (১) মোঃ ওমর ফারুক (২৭), পিতা মোঃ হামিদ, সাং-মর্দাসদি, থানা-আড়াইহাজার, জেলা-নারায়ণগঞ্জ।: [991, 182, 1384, 232]
- table-row: [697, 680, 1384, 730]
- serial-cell: ১০।: [13, 1371, 57, 1421]
